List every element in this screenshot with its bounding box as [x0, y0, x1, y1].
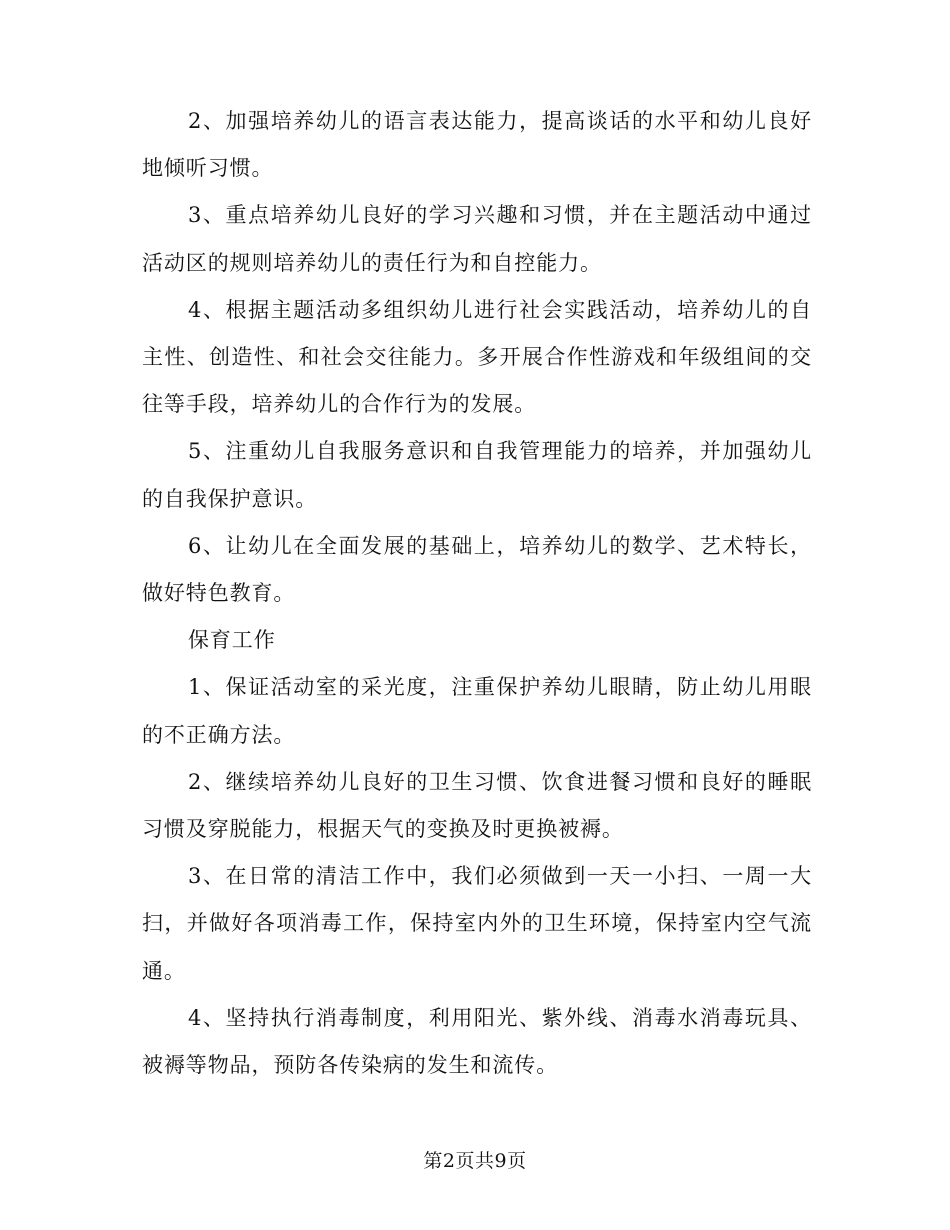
paragraph-item-5: 5、注重幼儿自我服务意识和自我管理能力的培养，并加强幼儿的自我保护意识。 [142, 439, 812, 511]
document-body [142, 98, 812, 1089]
care-item-2: 2、继续培养幼儿良好的卫生习惯、饮食进餐习惯和良好的睡眠习惯及穿脱能力，根据天气的变换及时更换被褥。 [142, 769, 812, 842]
paragraph-item-3: 3、重点培养幼儿良好的学习兴趣和习惯，并在主题活动中通过活动区的规则培养幼儿的责任行为和自控能力。 [142, 203, 812, 275]
paragraph-item-4: 4、根据主题活动多组织幼儿进行社会实践活动，培养幼儿的自主性、创造性、和社会交往能力。多开展合作性游戏和年级组间的交往等手段，培养幼儿的合作行为的发展。 [142, 297, 812, 417]
care-item-3: 3、在日常的清洁工作中，我们必须做到一天一小扫、一周一大扫，并做好各项消毒工作，保持室内外的卫生环境，保持室内空气流通。 [142, 864, 812, 983]
care-item-1: 1、保证活动室的采光度，注重保护养幼儿眼睛，防止幼儿用眼的不正确方法。 [142, 675, 812, 747]
paragraph-item-6: 6、让幼儿在全面发展的基础上，培养幼儿的数学、艺术特长，做好特色教育。 [142, 533, 812, 606]
paragraph-item-2: 2、加强培养幼儿的语言表达能力，提高谈话的水平和幼儿良好地倾听习惯。 [142, 109, 812, 181]
care-item-4: 4、坚持执行消毒制度，利用阳光、紫外线、消毒水消毒玩具、被褥等物品，预防各传染病的发生和流传。 [142, 1005, 812, 1078]
page-number-footer: 第2页共9页 [423, 1150, 527, 1172]
section-heading-care-work: 保育工作 [188, 628, 276, 653]
